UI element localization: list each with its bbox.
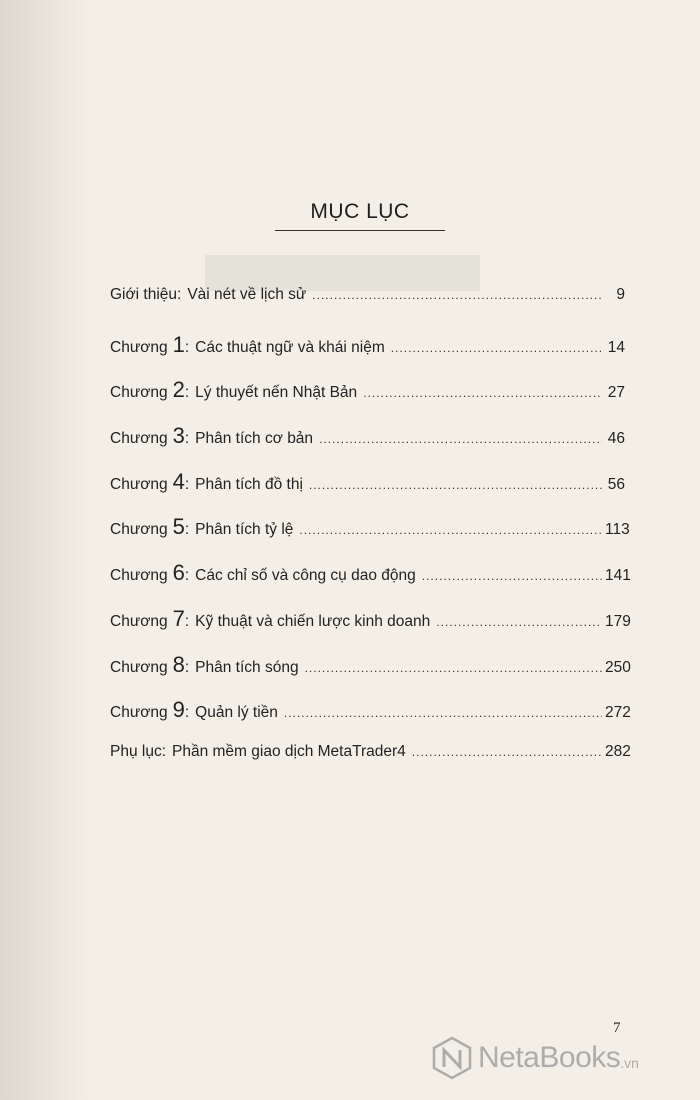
toc-entry-page: 14 [607,338,625,356]
dot-leader [309,478,602,492]
page-edge-shadow [0,0,90,1100]
toc-entry-page: 141 [605,567,631,585]
dot-leader [284,706,602,720]
toc-entry [110,332,625,378]
toc-entry-prefix: Chương [110,521,168,539]
toc-entry-colon: : [184,612,190,630]
neta-n-logo-icon [432,1036,472,1080]
toc-entry-colon: : [184,475,190,493]
toc-entry-prefix: Chương [110,704,168,722]
toc-entry-number: 4 [172,468,185,494]
toc-entry-page: 282 [605,742,631,760]
toc-entry-prefix: Chương [110,430,168,448]
toc-entry-title: Quản lý tiền [195,704,278,722]
toc-entry-colon: : [184,338,190,356]
page-number: 7 [613,1020,621,1036]
toc-entry-prefix: Chương [110,658,168,676]
toc-entry-page: 179 [605,612,631,630]
dot-leader [422,569,602,583]
toc-entry-page: 56 [607,475,625,493]
watermark [432,1033,639,1083]
toc-entry-title: Phân tích tỷ lệ [195,521,294,539]
toc-entry-prefix: Chương [110,612,168,630]
toc-entry-title: Phân tích sóng [195,658,299,676]
toc-entry-title: Các chỉ số và công cụ dao động [195,567,416,585]
toc-entry-prefix: Chương [110,567,168,585]
toc-entry [110,423,625,469]
dot-leader [391,341,602,355]
toc-entry [110,286,625,332]
toc-entry-colon: : [184,704,190,722]
toc-entry-title: Phần mềm giao dịch MetaTrader4 [172,742,406,760]
toc-entry-number: 2 [172,377,185,403]
toc-entry-title: Phân tích đồ thị [195,475,303,493]
toc-entry-page: 250 [605,658,631,676]
toc-entry-colon: : [184,658,190,676]
toc-entry [110,514,630,560]
toc-entry [110,605,631,652]
dot-leader [363,386,602,400]
dot-leader [412,745,602,759]
toc-entry-prefix: Phụ lục: [110,742,167,760]
toc-entry-prefix: Chương [110,475,168,493]
title-underline [275,230,445,231]
toc-entry-colon: : [184,521,190,539]
toc-entry-page: 46 [607,430,625,448]
toc-entry-number: 1 [172,331,185,357]
toc-entry-prefix: Giới thiệu: [110,286,182,303]
toc-entry [110,377,625,423]
toc-entry-title: Vài nét về lịch sử [187,286,307,303]
dot-leader [299,523,602,537]
toc-entry-page: 27 [607,384,625,402]
toc-entry [110,469,625,515]
dot-leader [319,432,602,446]
toc-entry-colon: : [184,430,190,448]
toc-entry-title: Lý thuyết nến Nhật Bản [195,384,358,402]
toc-entry-prefix: Chương [110,338,168,356]
dot-leader [436,615,602,629]
toc-entry-page: 9 [616,286,625,303]
toc-entry-number: 5 [172,514,185,540]
toc-entry-number: 9 [172,697,185,723]
toc-entry [110,742,631,789]
toc-entry-colon: : [184,567,190,585]
toc-title: MỤC LỤC [310,200,410,223]
toc-entry-number: 7 [172,605,185,631]
toc-list [110,286,631,789]
toc-entry-title: Phân tích cơ bản [195,430,314,448]
toc-entry [110,697,631,743]
toc-entry-number: 8 [172,651,185,677]
toc-entry-title: Các thuật ngữ và khái niệm [195,338,385,356]
toc-entry [110,560,631,606]
toc-entry-title: Kỹ thuật và chiến lược kinh doanh [195,612,431,630]
toc-entry-prefix: Chương [110,384,168,402]
toc-entry-colon: : [184,384,190,402]
watermark-name: NetaBooks [478,1041,621,1074]
toc-entry-number: 6 [172,560,185,586]
dot-leader [305,661,602,675]
dot-leader [312,288,602,302]
toc-entry-page: 113 [605,521,630,539]
toc-entry-page: 272 [605,704,631,722]
watermark-suffix: .vn [620,1055,639,1071]
toc-entry [110,651,631,698]
toc-entry-number: 3 [172,423,185,449]
